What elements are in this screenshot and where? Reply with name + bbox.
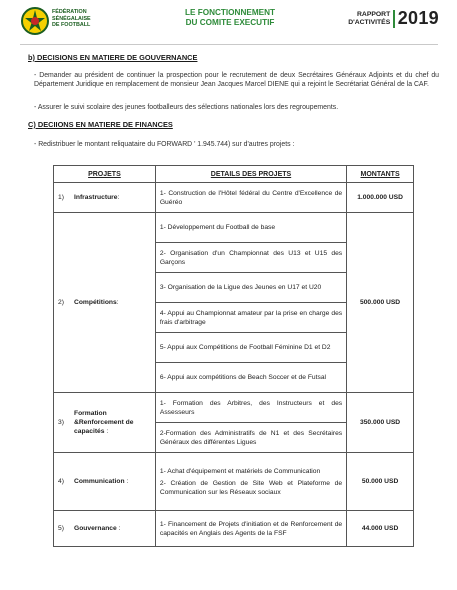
divider [393, 10, 395, 28]
project-cell [54, 453, 156, 511]
section-b-title: b) DECISIONS EN MATIERE DE GOUVERNANCE [28, 53, 198, 62]
table-header-row [54, 166, 414, 183]
amount-cell: 44.000 USD [347, 511, 414, 547]
project-name: Compétitions: [74, 299, 119, 306]
logo-text: FÉDÉRATION SÉNÉGALAISE DE FOOTBALL [52, 9, 91, 28]
detail-cell: 1- Développement du Football de base [155, 213, 346, 243]
detail-cell [155, 453, 346, 511]
section-c-paragraph: - Redistribuer le montant reliquataire du FORWARD ' 1.945.744) sur d'autres projets : [34, 141, 295, 148]
detail-cell: 3- Organisation de la Ligue des Jeunes en U17 et U20 [155, 273, 346, 303]
column-header-details: DETAILS DES PROJETS [155, 166, 346, 183]
detail-cell: 1- Construction de l'Hôtel fédéral du Centre d'Excellence de Guéréo [155, 183, 346, 213]
detail-cell: 1- Financement de Projets d'initiation et de Renforcement de capacités en Anglais des Agents de la FSF [155, 511, 346, 547]
amount-cell: 350.000 USD [347, 393, 414, 453]
detail-cell: 2-Formation des Administratifs de N1 et des Secrétaires Généraux des différentes Ligues [155, 423, 346, 453]
table-row [54, 453, 414, 511]
fsf-logo [20, 6, 100, 42]
projects-table [53, 165, 414, 547]
detail-line: 2- Création de Gestion de Site Web et Plateforme de Communication sur les Réseaux sociaux [159, 479, 343, 496]
project-cell [54, 213, 156, 393]
section-b-paragraph-2: - Assurer le suivi scolaire des jeunes footballeurs des sélections nationales lors des regroupements. [34, 104, 339, 111]
project-cell [54, 183, 156, 213]
project-name: Infrastructure: [74, 194, 120, 201]
section-b-paragraph-1: - Demander au président de continuer la prospection pour le recrutement de deux Secrétaires Généraux Adjoints et du chef du Département Juridique en remplacement de monsieur Jean Jacques Marcel DIENE qui a rejoint le Secrétariat Général de la CAF. [34, 72, 439, 88]
header-divider [20, 44, 438, 45]
fsf-emblem-icon [20, 6, 50, 36]
project-number: 4) [58, 478, 64, 485]
project-number: 2) [58, 299, 64, 306]
column-header-montants: MONTANTS [347, 166, 414, 183]
amount-cell: 1.000.000 USD [347, 183, 414, 213]
table-row [54, 183, 414, 213]
table-row [54, 213, 414, 243]
report-year: 2019 [397, 8, 439, 28]
amount-cell: 500.000 USD [347, 213, 414, 393]
project-number: 5) [58, 525, 64, 532]
project-name: Gouvernance : [74, 525, 121, 532]
header-title: LE FONCTIONNEMENT DU COMITE EXECUTIF [184, 8, 276, 27]
detail-cell: 4- Appui au Championnat amateur par la prise en charge des frais d'arbitrage [155, 303, 346, 333]
detail-cell: 6- Appui aux compétitions de Beach Soccer et de Futsal [155, 363, 346, 393]
project-name: Formation &Renforcement de capacités : [74, 410, 134, 435]
amount-cell: 50.000 USD [347, 453, 414, 511]
table-row [54, 511, 414, 547]
report-badge [348, 8, 439, 29]
column-header-projets: PROJETS [54, 166, 156, 183]
report-label: RAPPORT D'ACTIVITÉS [348, 10, 391, 26]
detail-cell: 2- Organisation d'un Championnat des U13 et U15 des Garçons [155, 243, 346, 273]
project-cell [54, 511, 156, 547]
project-number: 3) [58, 419, 64, 426]
detail-line: 1- Achat d'équipement et matériels de Communication [159, 467, 321, 475]
project-number: 1) [58, 194, 64, 201]
project-name: Communication : [74, 478, 129, 485]
detail-cell: 1- Formation des Arbitres, des Instructeurs et des Assesseurs [155, 393, 346, 423]
detail-cell: 5- Appui aux Compétitions de Football Féminine D1 et D2 [155, 333, 346, 363]
project-cell [54, 393, 156, 453]
table-row [54, 393, 414, 423]
section-c-title: C) DECIIONS EN MATIERE DE FINANCES [28, 120, 173, 129]
